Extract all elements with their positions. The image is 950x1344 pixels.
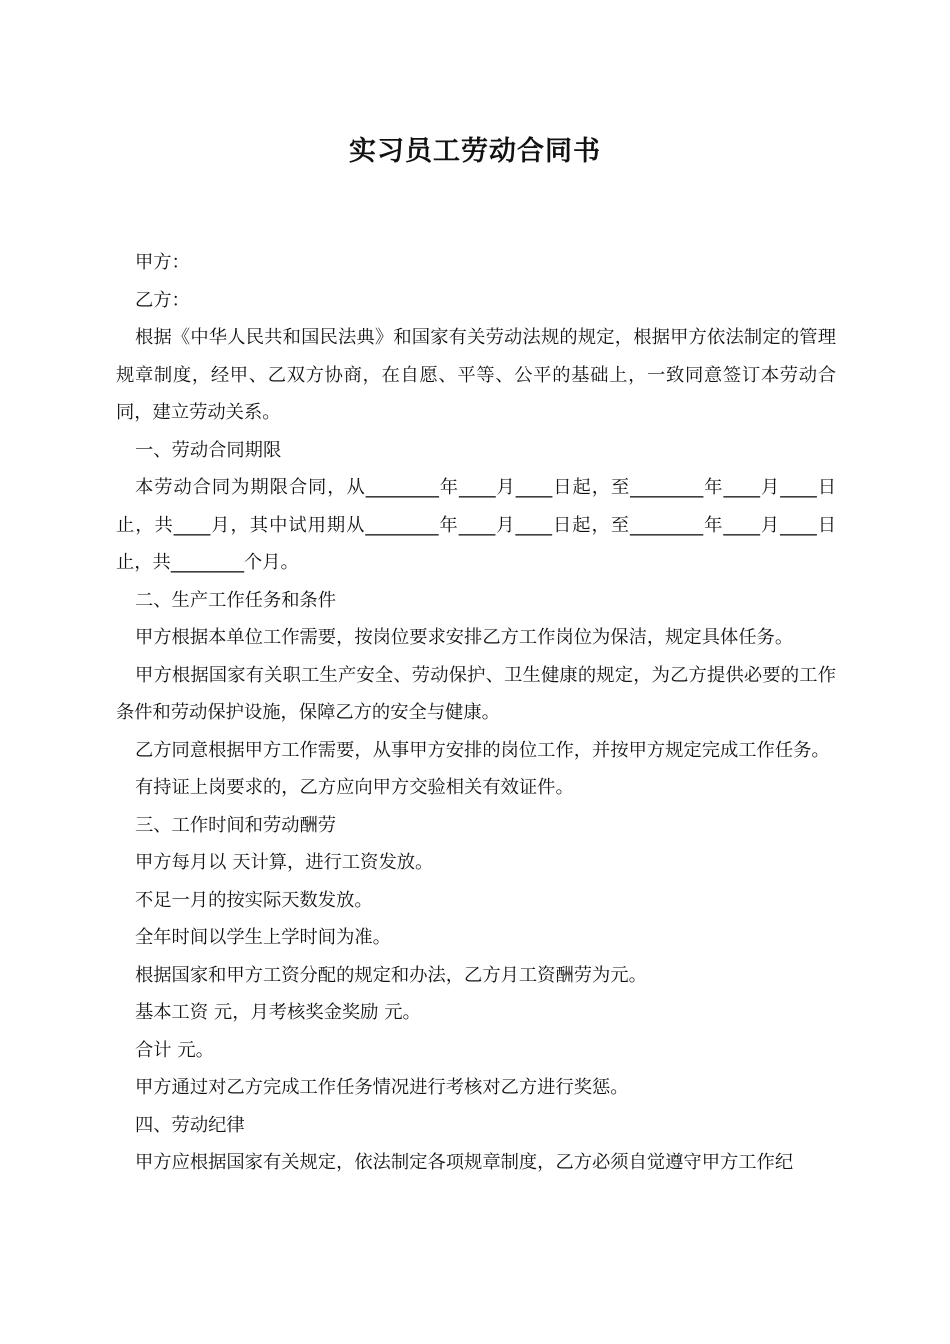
contract-term-paragraph: 本劳动合同为期限合同，从________年____月____日起，至________年____月____日止，共____月，其中试用期从________年____月____日起，至________年____月____日止，共________个月。 <box>116 477 836 573</box>
tasks-paragraph-2: 甲方根据国家有关职工生产安全、劳动保护、卫生健康的规定，为乙方提供必要的工作条件和劳动保护设施，保障乙方的安全与健康。 <box>116 664 836 723</box>
party-b-line: 乙方： <box>135 289 190 311</box>
section-heading-tasks: 二、生产工作任务和条件 <box>135 589 337 611</box>
discipline-paragraph-1: 甲方应根据国家有关规定，依法制定各项规章制度，乙方必须自觉遵守甲方工作纪 <box>135 1152 794 1173</box>
pay-paragraph-5: 基本工资 元，月考核奖金奖励 元。 <box>135 1002 421 1023</box>
document-body <box>116 244 836 1182</box>
pay-paragraph-2: 不足一月的按实际天数发放。 <box>135 889 373 911</box>
tasks-paragraph-4: 有持证上岗要求的，乙方应向甲方交验相关有效证件。 <box>135 777 574 798</box>
section-heading-pay: 三、工作时间和劳动酬劳 <box>135 814 337 836</box>
pay-paragraph-4: 根据国家和甲方工资分配的规定和办法，乙方月工资酬劳为元。 <box>135 964 647 986</box>
pay-paragraph-1: 甲方每月以 天计算，进行工资发放。 <box>135 852 434 873</box>
document-title: 实习员工劳动合同书 <box>349 136 601 167</box>
section-heading-discipline: 四、劳动纪律 <box>135 1114 245 1136</box>
section-heading-term: 一、劳动合同期限 <box>135 439 282 461</box>
pay-paragraph-7: 甲方通过对乙方完成工作任务情况进行考核对乙方进行奖惩。 <box>135 1077 629 1098</box>
preamble-paragraph: 根据《中华人民共和国民法典》和国家有关劳动法规的规定，根据甲方依法制定的管理规章制度，经甲、乙双方协商，在自愿、平等、公平的基础上，一致同意签订本劳动合同，建立劳动关系。 <box>116 327 836 423</box>
tasks-paragraph-3: 乙方同意根据甲方工作需要，从事甲方安排的岗位工作，并按甲方规定完成工作任务。 <box>135 739 830 761</box>
party-a-line: 甲方： <box>135 252 190 273</box>
pay-paragraph-6: 合计 元。 <box>135 1039 214 1061</box>
tasks-paragraph-1: 甲方根据本单位工作需要，按岗位要求安排乙方工作岗位为保洁，规定具体任务。 <box>135 627 794 648</box>
pay-paragraph-3: 全年时间以学生上学时间为准。 <box>135 927 391 948</box>
